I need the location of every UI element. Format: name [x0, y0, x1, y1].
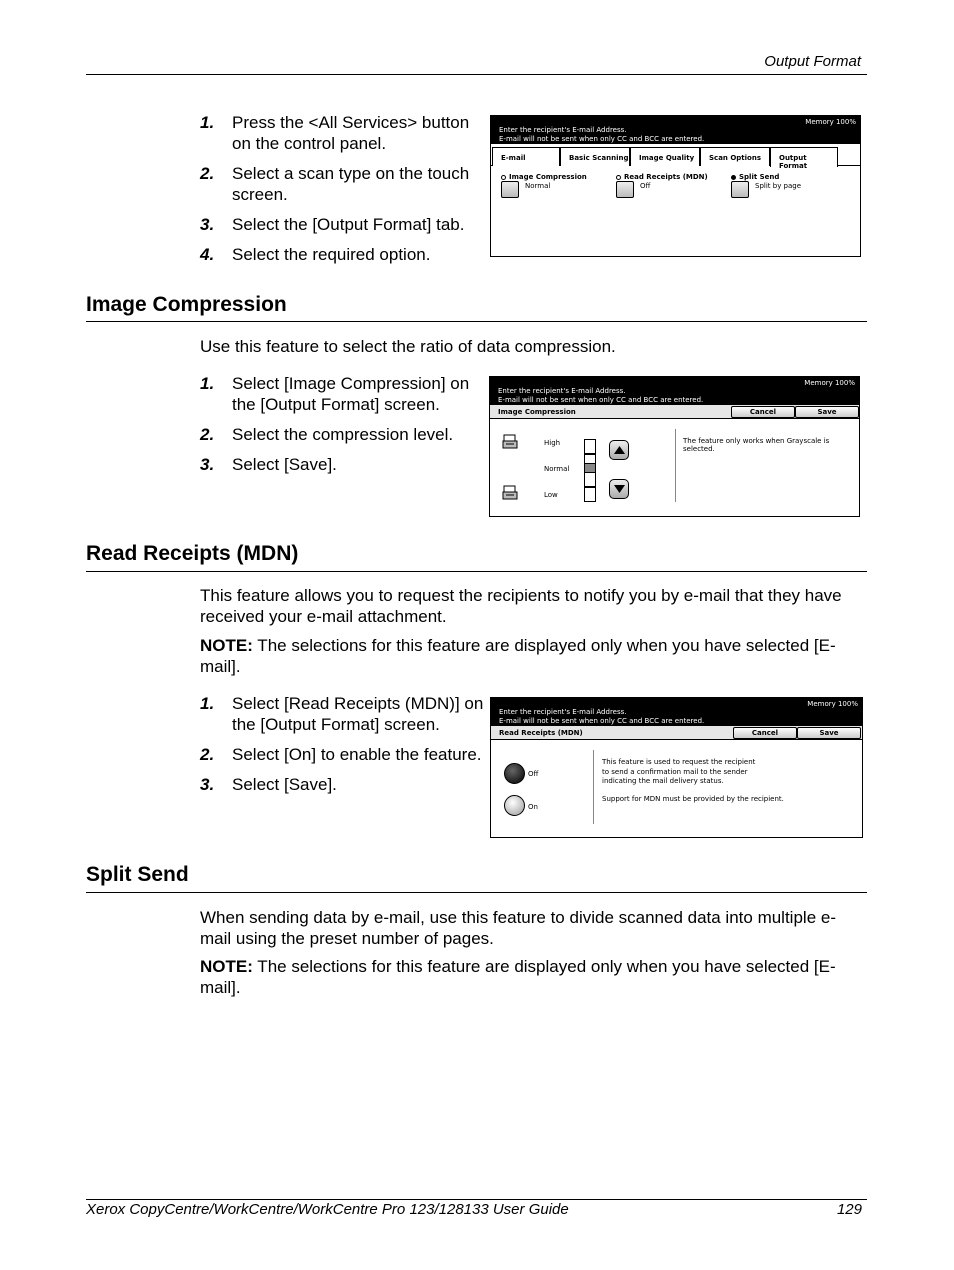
- option-label: Image Compression: [509, 173, 587, 181]
- level-slot[interactable]: [584, 487, 596, 502]
- step-number: 1.: [200, 113, 215, 132]
- step-text: Press the <All Services> button on the control panel.: [232, 113, 470, 153]
- off-label: Off: [528, 770, 539, 778]
- step-number: 3.: [200, 215, 215, 234]
- step-number: 1.: [200, 694, 215, 713]
- level-slot[interactable]: [584, 439, 596, 454]
- cancel-button[interactable]: Cancel: [731, 406, 795, 418]
- level-normal-label: Normal: [544, 465, 570, 473]
- screen-title: Image Compression: [498, 408, 576, 416]
- step: [200, 424, 485, 445]
- step-text: Select the [Output Format] tab.: [232, 215, 465, 234]
- section-heading: Image Compression: [86, 293, 287, 316]
- option-button[interactable]: [501, 181, 519, 198]
- note-paragraph: [200, 635, 867, 677]
- level-high-label: High: [544, 439, 561, 447]
- section-rule: [86, 321, 867, 322]
- step-number: 3.: [200, 455, 215, 474]
- option-button[interactable]: [616, 181, 634, 198]
- triangle-up-icon: [614, 446, 625, 454]
- step-number: 1.: [200, 374, 215, 393]
- save-button[interactable]: Save: [797, 727, 861, 739]
- option-label: Read Receipts (MDN): [624, 173, 708, 181]
- footer-title: Xerox CopyCentre/WorkCentre/WorkCentre Pro 123/128133 User Guide: [86, 1201, 569, 1218]
- divider: [675, 429, 676, 502]
- tab-basic-scanning[interactable]: Basic Scanning: [560, 147, 630, 166]
- step-text: Select the compression level.: [232, 425, 454, 444]
- read-receipts-option-label: [616, 173, 708, 181]
- message-line-1: Enter the recipient's E-mail Address.: [499, 708, 627, 716]
- memory-indicator: Memory 100%: [807, 700, 858, 708]
- tab-bar: [491, 144, 860, 170]
- page-number: 129: [836, 1201, 862, 1218]
- step: [200, 373, 485, 415]
- step-number: 4.: [200, 245, 215, 264]
- tab-output-format[interactable]: Output Format: [770, 147, 838, 167]
- screen-title: Read Receipts (MDN): [499, 729, 583, 737]
- step-number: 3.: [200, 775, 215, 794]
- step: [200, 774, 485, 795]
- tab-email[interactable]: E-mail: [492, 147, 560, 166]
- info-line-4: Support for MDN must be provided by the recipient.: [602, 795, 784, 803]
- radio-icon: [616, 175, 621, 180]
- note-paragraph: [200, 956, 867, 998]
- read-receipts-steps: [200, 693, 485, 804]
- step-text: Select [Image Compression] on the [Output Format] screen.: [232, 374, 470, 414]
- image-compression-screen: [489, 376, 860, 517]
- intro-steps: [200, 112, 485, 274]
- level-low-label: Low: [544, 491, 558, 499]
- section-heading: Read Receipts (MDN): [86, 542, 299, 565]
- high-compression-icon: [502, 434, 518, 450]
- split-send-option[interactable]: [731, 173, 841, 203]
- section-rule: [86, 892, 867, 893]
- read-receipts-screen: [490, 697, 863, 838]
- read-receipts-option[interactable]: [616, 173, 726, 203]
- section-heading: Split Send: [86, 863, 189, 886]
- screen-title-bar: [490, 405, 859, 419]
- section-description: When sending data by e-mail, use this feature to divide scanned data into multiple e-mail using the preset number of pages.: [200, 908, 836, 948]
- note-text: The selections for this feature are displayed only when you have selected [E-mail].: [200, 957, 836, 997]
- split-send-option-label: [731, 173, 779, 181]
- image-compression-option-label: [501, 173, 587, 181]
- running-header: Output Format: [764, 53, 861, 70]
- message-line-2: E-mail will not be sent when only CC and BCC are entered.: [499, 717, 705, 725]
- up-arrow-button[interactable]: [609, 440, 629, 460]
- note-text: The selections for this feature are displayed only when you have selected [E-mail].: [200, 636, 836, 676]
- step-text: Select the required option.: [232, 245, 431, 264]
- section-description: This feature allows you to request the recipients to notify you by e-mail that they have received your e-mail attachment.: [200, 586, 842, 626]
- cancel-button[interactable]: Cancel: [733, 727, 797, 739]
- section-rule: [86, 571, 867, 572]
- info-line-1: This feature is used to request the recipient: [602, 758, 756, 766]
- note-label: NOTE:: [200, 957, 253, 976]
- on-label: On: [528, 803, 538, 811]
- image-compression-option[interactable]: [501, 173, 611, 203]
- step: [200, 744, 485, 765]
- step-text: Select [Save].: [232, 455, 337, 474]
- message-bar: [491, 698, 862, 726]
- output-format-screen: [490, 115, 861, 257]
- step-text: Select [On] to enable the feature.: [232, 745, 482, 764]
- info-line-2: to send a confirmation mail to the sender: [602, 768, 748, 776]
- message-line-2: E-mail will not be sent when only CC and BCC are entered.: [499, 135, 705, 143]
- option-label: Split Send: [739, 173, 780, 181]
- step: [200, 244, 485, 265]
- memory-indicator: Memory 100%: [804, 379, 855, 387]
- section-description: Use this feature to select the ratio of data compression.: [200, 337, 616, 356]
- step-number: 2.: [200, 164, 215, 183]
- option-button[interactable]: [731, 181, 749, 198]
- step: [200, 214, 485, 235]
- footer-rule: [86, 1199, 867, 1200]
- step: [200, 112, 485, 154]
- message-line-1: Enter the recipient's E-mail Address.: [499, 126, 627, 134]
- tab-scan-options[interactable]: Scan Options: [700, 147, 770, 166]
- step: [200, 163, 485, 205]
- message-line-1: Enter the recipient's E-mail Address.: [498, 387, 626, 395]
- header-rule: [86, 74, 867, 75]
- option-value: Off: [640, 182, 651, 190]
- step-text: Select [Save].: [232, 775, 337, 794]
- note-label: NOTE:: [200, 636, 253, 655]
- off-radio-button[interactable]: [504, 763, 525, 784]
- divider: [593, 750, 594, 824]
- level-slot[interactable]: [584, 472, 596, 487]
- option-value: Split by page: [755, 182, 802, 190]
- message-bar: [490, 377, 859, 405]
- low-compression-icon: [502, 485, 518, 501]
- grayscale-note: The feature only works when Grayscale is selected.: [683, 437, 830, 453]
- screen-title-bar: [491, 726, 862, 740]
- tab-image-quality[interactable]: Image Quality: [630, 147, 700, 166]
- radio-icon: [731, 175, 736, 180]
- down-arrow-button[interactable]: [609, 479, 629, 499]
- triangle-down-icon: [614, 485, 625, 493]
- memory-indicator: Memory 100%: [805, 118, 856, 126]
- message-line-2: E-mail will not be sent when only CC and BCC are entered.: [498, 396, 704, 404]
- step-text: Select a scan type on the touch screen.: [232, 164, 470, 204]
- step-number: 2.: [200, 745, 215, 764]
- step-text: Select [Read Receipts (MDN)] on the [Output Format] screen.: [232, 694, 484, 734]
- image-compression-steps: [200, 373, 485, 484]
- info-line-3: indicating the mail delivery status.: [602, 777, 724, 785]
- option-value: Normal: [525, 182, 551, 190]
- step: [200, 693, 485, 735]
- message-bar: [491, 116, 860, 144]
- step: [200, 454, 485, 475]
- step-number: 2.: [200, 425, 215, 444]
- radio-icon: [501, 175, 506, 180]
- on-radio-button[interactable]: [504, 795, 525, 816]
- save-button[interactable]: Save: [795, 406, 859, 418]
